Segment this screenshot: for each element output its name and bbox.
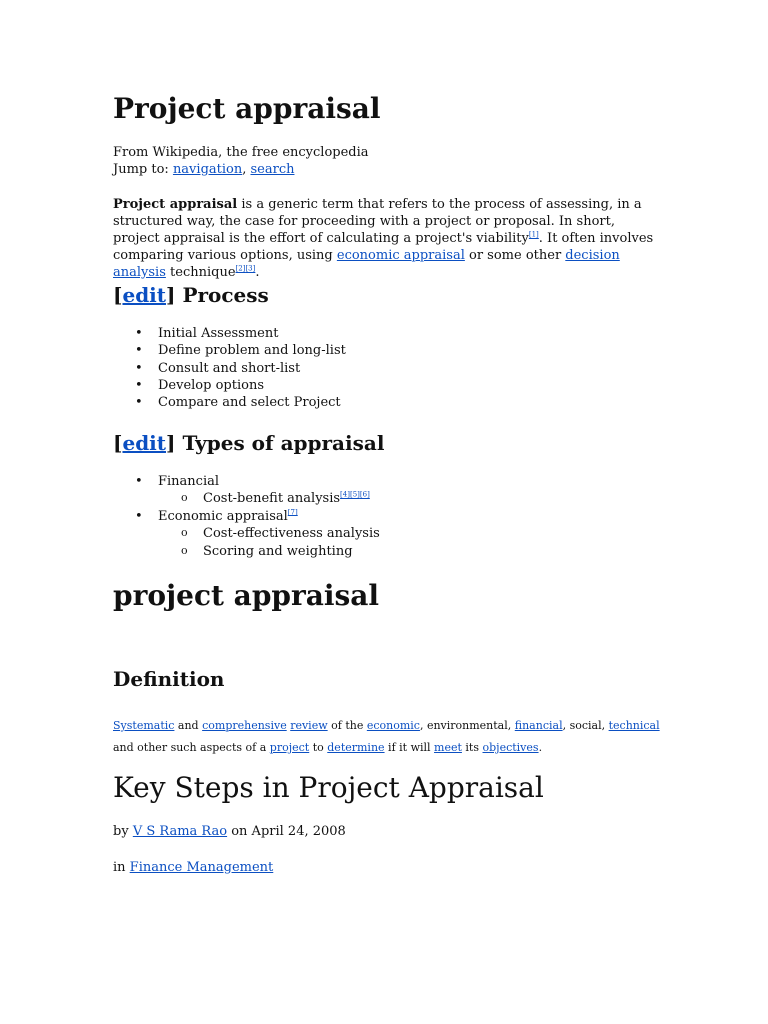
ref-link-6[interactable]: [6] bbox=[359, 490, 370, 499]
sub-list bbox=[158, 525, 380, 560]
def-link[interactable]: project bbox=[269, 741, 310, 754]
def-text: if it will bbox=[384, 741, 435, 754]
article-title: Project appraisal bbox=[113, 92, 381, 125]
types-heading bbox=[113, 431, 384, 455]
process-list bbox=[113, 325, 346, 411]
bracket: [ bbox=[113, 283, 123, 307]
intro-text: is a generic term that refers to the process of assessing, in a structured way, the case for proceeding with a project or proposal. In short, project appraisal is the effort of calculating a project's viability bbox=[113, 197, 642, 246]
def-link[interactable]: review bbox=[290, 719, 328, 732]
def-text: of the bbox=[327, 719, 367, 732]
list-item bbox=[113, 473, 380, 508]
second-title: project appraisal bbox=[113, 579, 380, 612]
def-text: , social, bbox=[562, 719, 609, 732]
definition-paragraph bbox=[113, 715, 673, 759]
jump-sep: , bbox=[242, 162, 251, 177]
source-note: From Wikipedia, the free encyclopedia bbox=[113, 145, 369, 160]
author-link[interactable]: V S Rama Rao bbox=[132, 824, 228, 839]
post-date: on April 24, 2008 bbox=[227, 824, 346, 839]
list-item: • Compare and select Project bbox=[113, 394, 346, 411]
intro-text: or some other bbox=[464, 248, 566, 263]
list-item bbox=[113, 508, 380, 560]
navigation-link[interactable]: navigation bbox=[172, 162, 243, 177]
def-link[interactable]: meet bbox=[434, 741, 462, 754]
ref-link-2[interactable]: [2] bbox=[235, 264, 246, 273]
ref-link-7[interactable]: [7] bbox=[287, 508, 298, 517]
edit-types-link[interactable]: edit bbox=[122, 431, 167, 455]
bracket: ] bbox=[166, 431, 176, 455]
category-link[interactable]: Finance Management bbox=[129, 860, 274, 875]
intro-bold-term: Project appraisal bbox=[113, 197, 238, 212]
sub-list-item bbox=[158, 490, 380, 508]
def-link[interactable]: economic bbox=[366, 719, 420, 732]
edit-process-link[interactable]: edit bbox=[122, 283, 167, 307]
category-line bbox=[113, 860, 273, 875]
types-list bbox=[113, 473, 380, 560]
financial-label: Financial bbox=[158, 474, 220, 489]
def-link[interactable]: Systematic bbox=[113, 719, 175, 732]
list-item: • Develop options bbox=[113, 377, 346, 394]
third-title: Key Steps in Project Appraisal bbox=[113, 771, 544, 804]
bracket: ] bbox=[166, 283, 176, 307]
ref-link-5[interactable]: [5] bbox=[349, 490, 360, 499]
byline bbox=[113, 824, 346, 839]
ref-link-1[interactable]: [1] bbox=[528, 230, 539, 239]
process-heading-text: Process bbox=[175, 283, 269, 307]
intro-text: . bbox=[255, 265, 260, 280]
sub-list-item: o Scoring and weighting bbox=[158, 543, 380, 561]
bracket: [ bbox=[113, 431, 123, 455]
intro-paragraph bbox=[113, 196, 658, 281]
ref-link-3[interactable]: [3] bbox=[245, 264, 256, 273]
decision-analysis-link[interactable]: decision analysis bbox=[113, 248, 620, 280]
sub-list bbox=[158, 490, 380, 508]
cba-label: Cost-benefit analysis bbox=[203, 491, 341, 507]
by-prefix: by bbox=[113, 824, 133, 839]
def-text: . bbox=[538, 741, 543, 754]
def-text: and other such aspects of a bbox=[113, 741, 270, 754]
types-heading-text: Types of appraisal bbox=[175, 431, 385, 455]
intro-text: technique bbox=[165, 265, 236, 280]
def-link[interactable]: comprehensive bbox=[202, 719, 287, 732]
search-link[interactable]: search bbox=[250, 162, 295, 177]
def-link[interactable]: objectives bbox=[482, 741, 539, 754]
definition-heading: Definition bbox=[113, 667, 225, 691]
def-text: its bbox=[461, 741, 483, 754]
def-text: , environmental, bbox=[419, 719, 515, 732]
def-text: to bbox=[309, 741, 328, 754]
jump-to-line bbox=[113, 162, 294, 177]
def-link[interactable]: financial bbox=[514, 719, 563, 732]
in-prefix: in bbox=[113, 860, 130, 875]
economic-label: Economic appraisal bbox=[158, 508, 288, 524]
process-heading bbox=[113, 283, 269, 307]
sub-list-item: o Cost-effectiveness analysis bbox=[158, 525, 380, 543]
def-text: and bbox=[174, 719, 203, 732]
ref-link-4[interactable]: [4] bbox=[340, 490, 350, 499]
intro-text: . It often involves comparing various options, using bbox=[113, 231, 654, 263]
list-item: • Initial Assessment bbox=[113, 325, 346, 342]
jump-prefix: Jump to: bbox=[113, 162, 173, 177]
def-link[interactable]: determine bbox=[327, 741, 385, 754]
list-item: • Consult and short-list bbox=[113, 360, 346, 377]
list-item: • Define problem and long-list bbox=[113, 342, 346, 359]
economic-appraisal-link[interactable]: economic appraisal bbox=[336, 248, 465, 263]
def-link[interactable]: technical bbox=[608, 719, 660, 732]
